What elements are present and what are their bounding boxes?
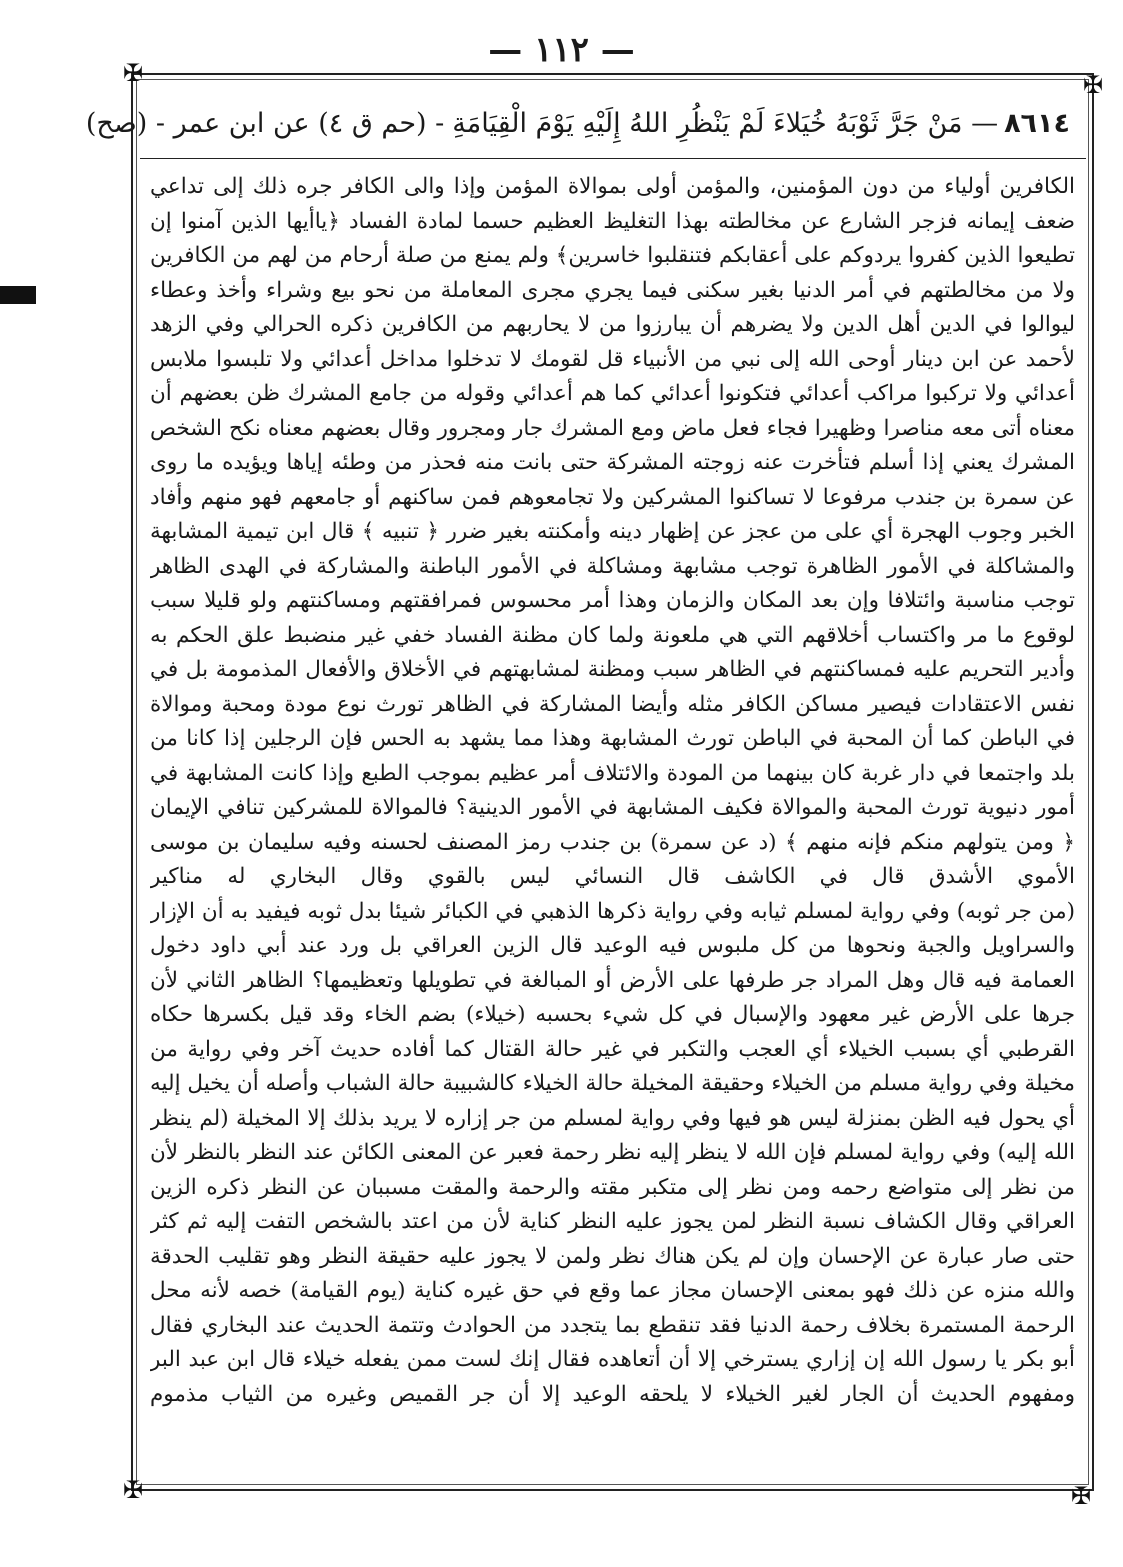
- page-number: — ١١٢ —: [488, 30, 635, 70]
- hadith-number: ٨٦١٤: [1004, 108, 1070, 139]
- margin-marker: [0, 286, 36, 304]
- hadith-text: — مَنْ جَرَّ ثَوْبَهُ خُيَلاءَ لَمْ يَنْظُرِ اللهُ إِلَيْهِ يَوْمَ الْقِيَامَةِ: [452, 108, 999, 139]
- hadith-reference: - (حم ق ٤) عن ابن عمر - (صح): [85, 108, 445, 139]
- header-divider: [140, 158, 1086, 159]
- hadith-header: [85, 100, 1070, 148]
- commentary-paragraph: (من جر ثوبه) وفي رواية لمسلم ثيابه وفي رواية ذكرها الذهبي في الكبائر شيئا بدل ثوبه فيفيد به أن الإزار والسراويل والجبة ونحوها من كل ملبوس فيه الوعيد قال الزين العراقي بل ورد عند أبي داود دخول العمامة فيه قال وهل المراد جر طرفها على الأرض أو المبالغة في تطويلها وتعظيمها؟ الظاهر الثاني لأن جرها على الأرض غير معهود والإسبال في كل شيء بحسبه (خيلاء) بضم الخاء وقد قيل بكسرها حكاه القرطبي أي بسبب الخيلاء أي العجب والتكبر في غير حالة القتال كما أفاده حديث آخر وفي رواية من مخيلة وفي رواية مسلم من الخيلاء وحقيقة المخيلة حالة الخيلاء كالشبيبة حالة الشباب وأصله أن يخيل إليه أي يحول فيه الظن بمنزلة ليس هو فيها وفي رواية لمسلم من جر إزاره لا يريد بذلك إلا المخيلة (لم ينظر الله إليه) وفي رواية لمسلم فإن الله لا ينظر إليه نظر رحمة فعبر عن المعنى الكائن عند النظر بالنظر لأن من نظر إلى متواضع رحمه ومن نظر إلى متكبر مقته والرحمة والمقت مسببان عن النظر ذكره الزين العراقي وقال الكشاف نسبة النظر لمن يجوز عليه النظر كناية لأن من اعتد بالشخص التفت إليه ثم كثر حتى صار عبارة عن الإحسان وإن لم يكن هناك نظر ولمن لا يجوز عليه حقيقة النظر وهو تقليب الحدقة والله منزه عن ذلك فهو بمعنى الإحسان مجاز عما وقع في حق غيره كناية (يوم القيامة) خصه لأنه محل الرحمة المستمرة بخلاف رحمة الدنيا فقد تنقطع بما يتجدد من الحوادث وتتمة الحديث عند البخاري فقال أبو بكر يا رسول الله إن إزاري يسترخي إلا أن أتعاهده فقال إنك لست ممن يفعله خيلاء قال ابن عبد البر ومفهوم الحديث أن الجار لغير الخيلاء لا يلحقه الوعيد إلا أن جر القميص وغيره من الثياب مذموم: [150, 898, 1075, 1407]
- corner-ornament-icon: ✠: [1082, 71, 1104, 99]
- corner-ornament-icon: ✠: [1070, 1482, 1092, 1510]
- commentary-paragraph: الكافرين أولياء من دون المؤمنين، والمؤمن أولى بموالاة المؤمن وإذا والى الكافر جره ذلك إلى تداعي ضعف إيمانه فزجر الشارع عن مخالطته بهذا التغليظ العظيم حسما لمادة الفساد ﴿ياأيها الذين آمنوا إن تطيعوا الذين كفروا يردوكم على أعقابكم فتنقلبوا خاسرين﴾ ولم يمنع من صلة أرحام من لهم من الكافرين ولا من مخالطتهم في أمر الدنيا بغير سكنى فيما يجري مجرى المعاملة من نحو بيع وشراء وأخذ وعطاء ليوالوا في الدين أهل الدين ولا يضرهم أن يبارزوا من لا يحاربهم من الكافرين ذكره الحرالي وفي الزهد لأحمد عن ابن دينار أوحى الله إلى نبي من الأنبياء قل لقومك لا تدخلوا مداخل أعدائي ولا تلبسوا ملابس أعدائي ولا تركبوا مراكب أعدائي فتكونوا أعدائي كما هم أعدائي وقوله من جامع المشرك ظن بعضهم أن معناه أتى معه مناصرا وظهيرا فجاء فعل ماض ومع المشرك جار ومجرور وقال بعضهم معناه نكح الشخص المشرك يعني إذا أسلم فتأخرت عنه زوجته المشركة حتى بانت منه فحذر من وطئه إياها ويؤيده ما روى عن سمرة بن جندب مرفوعا لا تساكنوا المشركين ولا تجامعوهم فمن ساكنهم أو جامعهم فهو منهم وأفاد الخبر وجوب الهجرة أي على من عجز عن إظهار دينه وأمكنته بغير ضرر ﴿ تنبيه ﴾ قال ابن تيمية المشابهة والمشاكلة في الأمور الظاهرة توجب مشابهة ومشاكلة في الأمور الباطنة والمشاركة في الهدى الظاهر توجب مناسبة وائتلافا وإن بعد المكان والزمان وهذا أمر محسوس فمرافقتهم ومساكنتهم ولو قليلا سبب لوقوع ما مر واكتساب أخلاقهم التي هي ملعونة ولما كان مظنة الفساد خفي غير منضبط علق الحكم به وأدير التحريم عليه فمساكنتهم في الظاهر سبب ومظنة لمشابهتهم في الأخلاق والأفعال المذمومة بل في نفس الاعتقادات فيصير مساكن الكافر مثله وأيضا المشاركة في الظاهر تورث نوع مودة ومحبة وموالاة في الباطن كما أن المحبة في الباطن تورث المشابهة وهذا مما يشهد به الحس فإن الرجلين إذا كانا من بلد واجتمعا في دار غربة كان بينهما من المودة والائتلاف أمر عظيم بموجب الطبع وإذا كانت المشابهة في أمور دنيوية تورث المحبة والموالاة فكيف المشابهة في الأمور الدينية؟ فالموالاة للمشركين تنافي الإيمان ﴿ ومن يتولهم منكم فإنه منهم ﴾ (د عن سمرة) بن جندب رمز المصنف لحسنه وفيه سليمان بن موسى الأموي الأشدق قال في الكاشف قال النسائي ليس بالقوي وقال البخاري له مناكير: [150, 174, 1075, 889]
- corner-ornament-icon: ✠: [122, 59, 144, 87]
- commentary-body: [150, 170, 1075, 1475]
- corner-ornament-icon: ✠: [122, 1476, 144, 1504]
